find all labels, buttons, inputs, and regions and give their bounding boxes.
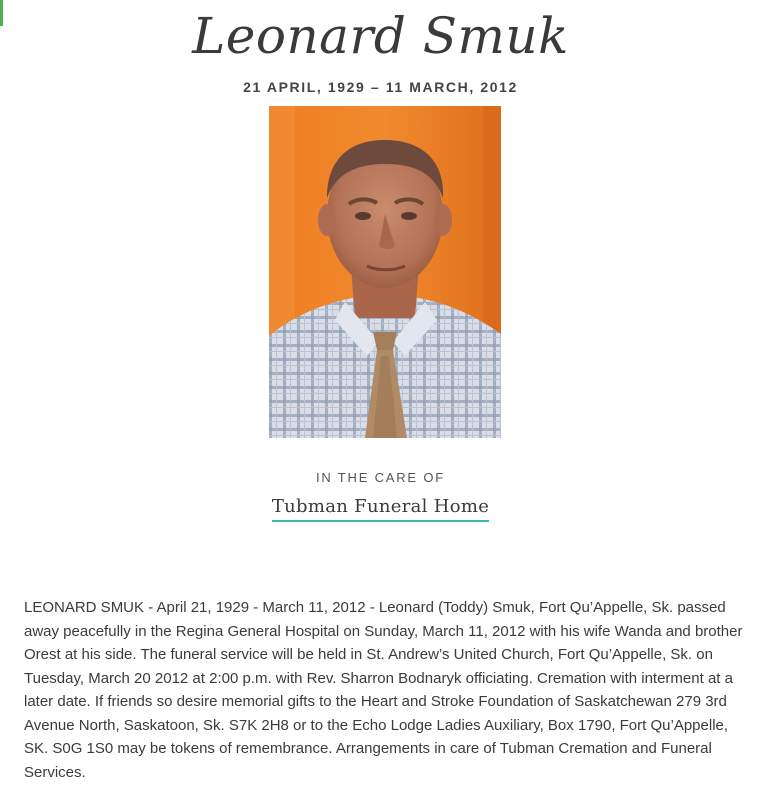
portrait-photo: [269, 106, 501, 438]
deceased-name: Leonard Smuk: [192, 7, 569, 65]
obituary-text: LEONARD SMUK - April 21, 1929 - March 11, 2012 - Leonard (Toddy) Smuk, Fort Qu’Appelle, Sk. passed away peacefully in the Regina General Hospital on Sunday, March 11, 2012 with his wife Wanda and brother Orest at his side. The funeral service will be held in St. Andrew’s United Church, Fort Qu’Appelle, Sk. on Tuesday, March 20 2012 at 2:00 p.m. with Rev. Sharron Bodnaryk officiating. Cremation with interment at a later date. If friends so desire memorial gifts to the Heart and Stroke Foundation of Saskatchewan 279 3rd Avenue North, Saskatoon, Sk. S7K 2H8 or to the Echo Lodge Ladies Auxiliary, Box 1790, Fort Qu’Appelle, SK. S0G 1S0 may be tokens of remembrance. Arrangements in care of Tubman Cremation and Funeral Services.: [24, 599, 743, 781]
funeral-home-container: [0, 496, 761, 522]
life-dates: 21 APRIL, 1929 – 11 MARCH, 2012: [243, 79, 518, 95]
funeral-home-link[interactable]: Tubman Funeral Home: [272, 496, 489, 522]
care-of-label: IN THE CARE OF: [316, 470, 445, 485]
